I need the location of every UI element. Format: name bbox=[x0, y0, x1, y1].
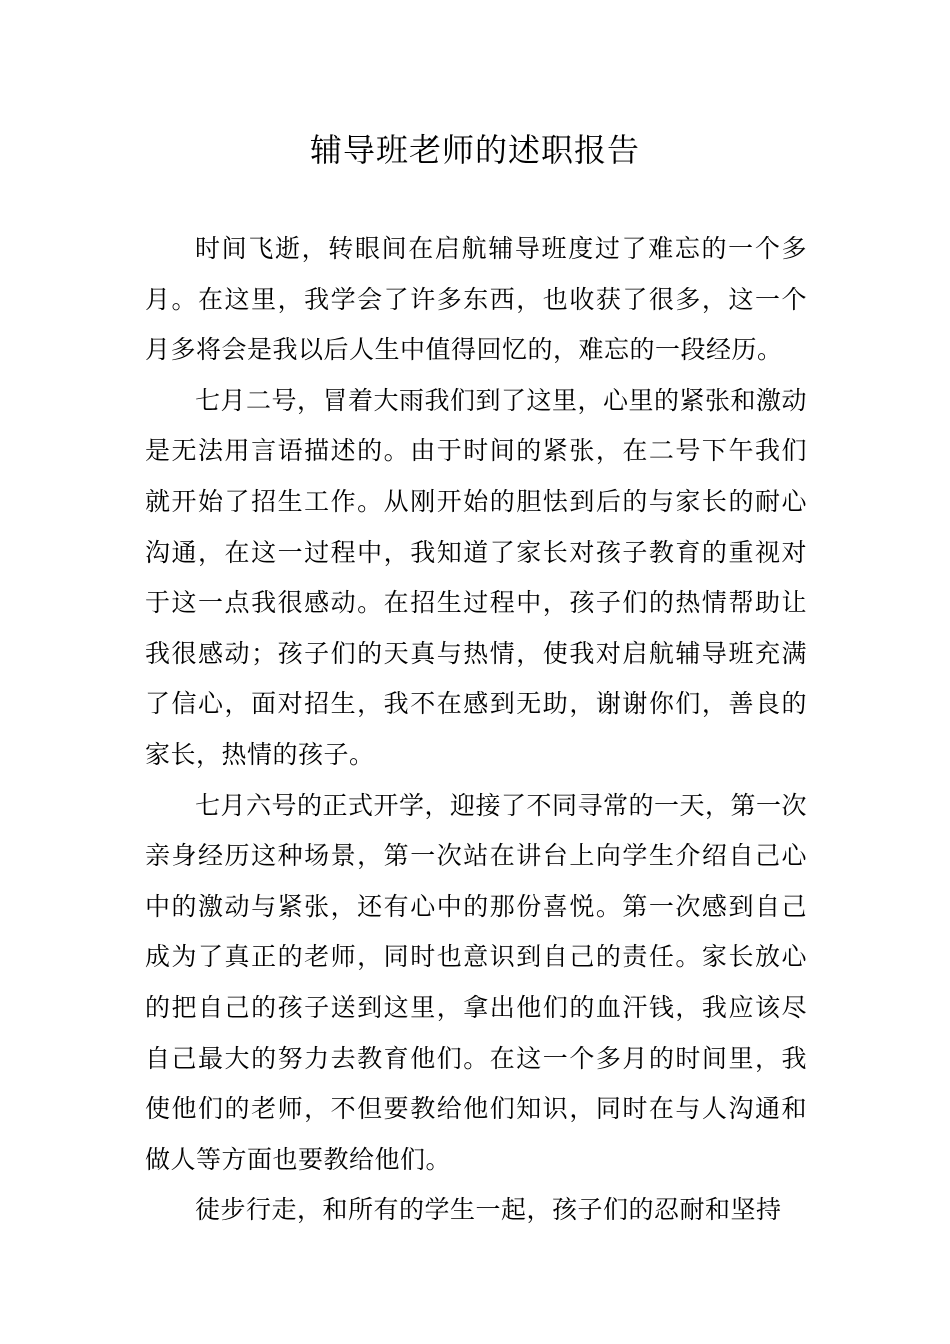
document-title: 辅导班老师的述职报告 bbox=[309, 131, 640, 169]
paragraph-4: 徒步行走，和所有的学生一起，孩子们的忍耐和坚持 bbox=[195, 1195, 782, 1225]
paragraph-3: 七月六号的正式开学，迎接了不同寻常的一天，第一次亲身经历这种场景，第一次站在讲台上向学生介绍自己心中的激动与紧张，还有心中的那份喜悦。第一次感到自己成为了真正的老师，同时也意识到自己的责任。家长放心的把自己的孩子送到这里，拿出他们的血汗钱，我应该尽自己最大的努力去教育他们。在这一个多月的时间里，我使他们的老师，不但要教给他们知识，同时在与人沟通和做人等方面也要教给他们。 bbox=[145, 790, 808, 1174]
paragraph-2: 七月二号，冒着大雨我们到了这里，心里的紧张和激动是无法用言语描述的。由于时间的紧张，在二号下午我们就开始了招生工作。从刚开始的胆怯到后的与家长的耐心沟通，在这一过程中，我知道了家长对孩子教育的重视对于这一点我很感动。在招生过程中，孩子们的热情帮助让我很感动；孩子们的天真与热情，使我对启航辅导班充满了信心，面对招生，我不在感到无助，谢谢你们，善良的家长，热情的孩子。 bbox=[145, 385, 808, 769]
paragraph-1: 时间飞逝，转眼间在启航辅导班度过了难忘的一个多月。在这里，我学会了许多东西，也收获了很多，这一个月多将会是我以后人生中值得回忆的，难忘的一段经历。 bbox=[145, 234, 807, 365]
document-body bbox=[145, 224, 807, 1236]
